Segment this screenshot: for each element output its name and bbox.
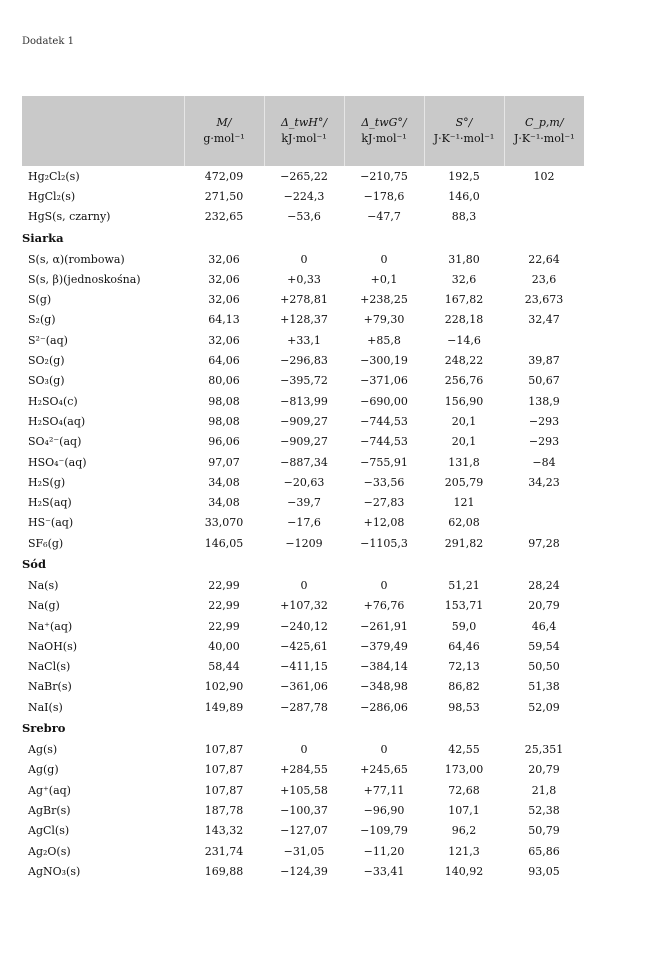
cell-heat-capacity: 25,351 [524, 743, 564, 757]
cell-substance: AgBr(s) [28, 803, 71, 817]
cell-molar-mass: 169,88 [204, 864, 244, 878]
table-row [22, 596, 584, 616]
cell-heat-capacity: 46,4 [531, 619, 557, 633]
cell-molar-mass: 98,08 [208, 414, 240, 428]
cell-substance: Ag(g) [28, 763, 59, 777]
cell-gibbs: 0 [380, 578, 388, 592]
cell-heat-capacity: 50,50 [528, 660, 560, 674]
cell-enthalpy: −265,22 [280, 169, 328, 183]
cell-heat-capacity [504, 513, 584, 533]
cell-substance: S(s, β)(jednoskośna) [28, 272, 141, 286]
cell-gibbs: −371,06 [360, 374, 408, 388]
running-head: Dodatek 1 [22, 36, 74, 47]
cell-entropy: 98,53 [448, 700, 480, 714]
cell-entropy: 146,0 [448, 189, 480, 203]
cell-substance: NaI(s) [28, 700, 63, 714]
cell-heat-capacity: 34,23 [528, 475, 560, 489]
cell-enthalpy: +128,37 [280, 313, 328, 327]
cell-heat-capacity: 21,8 [531, 783, 557, 797]
cell-substance: NaBr(s) [28, 680, 72, 694]
table-row [22, 800, 584, 820]
table-row [22, 739, 584, 759]
cell-molar-mass: 102,90 [204, 680, 244, 694]
cell-substance: S₂(g) [28, 313, 56, 327]
cell-molar-mass: 231,74 [204, 844, 244, 858]
cell-gibbs: +79,30 [363, 313, 405, 327]
cell-gibbs: −286,06 [360, 700, 408, 714]
table-row [22, 616, 584, 636]
cell-molar-mass: 80,06 [208, 374, 240, 388]
cell-heat-capacity: 32,47 [528, 313, 560, 327]
header-substance [22, 96, 184, 166]
cell-enthalpy: −813,99 [280, 394, 328, 408]
cell-molar-mass: 40,00 [208, 639, 240, 653]
cell-gibbs: −744,53 [360, 435, 408, 449]
cell-gibbs: −744,53 [360, 414, 408, 428]
cell-substance: S²⁻(aq) [28, 333, 68, 347]
cell-gibbs: −178,6 [363, 189, 405, 203]
cell-entropy: 32,6 [451, 272, 477, 286]
cell-entropy: 167,82 [444, 293, 484, 307]
cell-molar-mass: 64,06 [208, 354, 240, 368]
cell-entropy: 96,2 [451, 824, 477, 838]
cell-molar-mass: 22,99 [208, 599, 240, 613]
cell-enthalpy: −53,6 [287, 210, 321, 224]
cell-gibbs: −96,90 [363, 803, 405, 817]
cell-enthalpy: 0 [300, 578, 308, 592]
table-body [22, 166, 584, 882]
cell-gibbs: −690,00 [360, 394, 408, 408]
cell-substance: SF₆(g) [28, 536, 64, 550]
cell-heat-capacity: 97,28 [528, 536, 560, 550]
cell-enthalpy: −127,07 [280, 824, 328, 838]
section-heading-row [22, 717, 584, 739]
cell-enthalpy: −240,12 [280, 619, 328, 633]
cell-entropy: 156,90 [444, 394, 484, 408]
cell-substance: H₂S(g) [28, 475, 66, 489]
table-row [22, 207, 584, 227]
cell-substance: NaCl(s) [28, 660, 71, 674]
cell-entropy: 51,21 [448, 578, 480, 592]
cell-molar-mass: 32,06 [208, 252, 240, 266]
cell-enthalpy: −224,3 [283, 189, 325, 203]
cell-substance: Ag⁺(aq) [28, 783, 71, 797]
table-row [22, 513, 584, 533]
cell-entropy: 140,92 [444, 864, 484, 878]
cell-entropy: 31,80 [448, 252, 480, 266]
cell-gibbs: −33,41 [363, 864, 405, 878]
header-entropy: S°/ J·K⁻¹·mol⁻¹ [424, 96, 504, 166]
cell-substance: H₂SO₄(aq) [28, 414, 86, 428]
cell-enthalpy: −361,06 [280, 680, 328, 694]
table-row [22, 452, 584, 472]
cell-molar-mass: 107,87 [204, 763, 244, 777]
cell-heat-capacity: 28,24 [528, 578, 560, 592]
cell-entropy: 131,8 [448, 455, 480, 469]
cell-substance: H₂SO₄(c) [28, 394, 78, 408]
cell-heat-capacity: 39,87 [528, 354, 560, 368]
cell-entropy: 86,82 [448, 680, 480, 694]
cell-molar-mass: 107,87 [204, 743, 244, 757]
cell-gibbs: +238,25 [360, 293, 408, 307]
cell-molar-mass: 58,44 [208, 660, 240, 674]
cell-enthalpy: −411,15 [280, 660, 328, 674]
table-header [22, 96, 584, 166]
cell-entropy: 64,46 [448, 639, 480, 653]
cell-substance: HgS(s, czarny) [28, 210, 111, 224]
cell-entropy: 153,71 [444, 599, 484, 613]
cell-gibbs: −210,75 [360, 169, 408, 183]
cell-molar-mass: 187,78 [204, 803, 244, 817]
cell-enthalpy: −909,27 [280, 435, 328, 449]
cell-molar-mass: 33,070 [204, 516, 244, 530]
cell-heat-capacity: 50,79 [528, 824, 560, 838]
cell-substance: Ag₂O(s) [28, 844, 71, 858]
cell-enthalpy: −909,27 [280, 414, 328, 428]
cell-enthalpy: −39,7 [287, 496, 321, 510]
table-row [22, 472, 584, 492]
cell-gibbs: −300,19 [360, 354, 408, 368]
thermo-table [22, 96, 584, 882]
cell-molar-mass: 64,13 [208, 313, 240, 327]
cell-gibbs: −348,98 [360, 680, 408, 694]
cell-gibbs: −261,91 [360, 619, 408, 633]
cell-substance: H₂S(aq) [28, 496, 72, 510]
cell-molar-mass: 232,65 [204, 210, 244, 224]
table-row [22, 575, 584, 595]
cell-entropy: 42,55 [448, 743, 480, 757]
cell-entropy: 20,1 [451, 414, 477, 428]
cell-substance: Na(g) [28, 599, 60, 613]
cell-heat-capacity: 23,673 [524, 293, 564, 307]
cell-molar-mass: 34,08 [208, 475, 240, 489]
cell-entropy: 72,13 [448, 660, 480, 674]
table-row [22, 636, 584, 656]
cell-heat-capacity: 102 [533, 169, 555, 183]
cell-gibbs: −755,91 [360, 455, 408, 469]
table-row [22, 492, 584, 512]
table-row [22, 330, 584, 350]
cell-gibbs: +85,8 [367, 333, 401, 347]
cell-gibbs: −11,20 [363, 844, 405, 858]
cell-entropy: 173,00 [444, 763, 484, 777]
cell-enthalpy: −395,72 [280, 374, 328, 388]
cell-gibbs: −27,83 [363, 496, 405, 510]
cell-gibbs: −384,14 [360, 660, 408, 674]
cell-gibbs: +0,1 [370, 272, 398, 286]
cell-heat-capacity: −84 [532, 455, 556, 469]
cell-entropy: 248,22 [444, 354, 484, 368]
cell-molar-mass: 149,89 [204, 700, 244, 714]
table-row [22, 166, 584, 186]
section-heading-row [22, 227, 584, 249]
cell-heat-capacity: 20,79 [528, 599, 560, 613]
cell-entropy: 121,3 [448, 844, 480, 858]
cell-molar-mass: 32,06 [208, 293, 240, 307]
cell-heat-capacity: 50,67 [528, 374, 560, 388]
cell-heat-capacity: 20,79 [528, 763, 560, 777]
cell-substance: HgCl₂(s) [28, 189, 76, 203]
cell-entropy: 291,82 [444, 536, 484, 550]
table-row [22, 821, 584, 841]
cell-substance: NaOH(s) [28, 639, 78, 653]
cell-substance: SO₄²⁻(aq) [28, 435, 82, 449]
table-row [22, 861, 584, 881]
cell-enthalpy: −20,63 [283, 475, 325, 489]
cell-enthalpy: 0 [300, 743, 308, 757]
cell-substance: Ag(s) [28, 743, 58, 757]
cell-entropy: 107,1 [448, 803, 480, 817]
table-row [22, 533, 584, 553]
cell-substance: SO₂(g) [28, 354, 65, 368]
cell-enthalpy: −31,05 [283, 844, 325, 858]
cell-enthalpy: −124,39 [280, 864, 328, 878]
cell-enthalpy: −887,34 [280, 455, 328, 469]
cell-substance: SO₃(g) [28, 374, 65, 388]
cell-enthalpy: −287,78 [280, 700, 328, 714]
cell-heat-capacity [504, 492, 584, 512]
cell-entropy: 121 [453, 496, 475, 510]
cell-molar-mass: 97,07 [208, 455, 240, 469]
cell-substance: S(g) [28, 293, 52, 307]
table-row [22, 657, 584, 677]
header-gibbs: Δ_twG°/ kJ·mol⁻¹ [344, 96, 424, 166]
cell-gibbs: −109,79 [360, 824, 408, 838]
cell-entropy: 62,08 [448, 516, 480, 530]
table-row [22, 289, 584, 309]
cell-molar-mass: 107,87 [204, 783, 244, 797]
cell-entropy: 20,1 [451, 435, 477, 449]
cell-gibbs: −1105,3 [360, 536, 408, 550]
table-row [22, 269, 584, 289]
cell-substance: Hg₂Cl₂(s) [28, 169, 80, 183]
table-row [22, 411, 584, 431]
cell-enthalpy: +278,81 [280, 293, 328, 307]
cell-heat-capacity [504, 186, 584, 206]
cell-enthalpy: +33,1 [287, 333, 321, 347]
cell-gibbs: −379,49 [360, 639, 408, 653]
header-heat-capacity: C_p,m/ J·K⁻¹·mol⁻¹ [504, 96, 584, 166]
cell-heat-capacity: 59,54 [528, 639, 560, 653]
cell-gibbs: +77,11 [363, 783, 405, 797]
cell-molar-mass: 22,99 [208, 578, 240, 592]
cell-substance: Na(s) [28, 578, 59, 592]
cell-heat-capacity: 52,38 [528, 803, 560, 817]
cell-entropy: 256,76 [444, 374, 484, 388]
cell-heat-capacity: 138,9 [528, 394, 560, 408]
cell-molar-mass: 32,06 [208, 333, 240, 347]
cell-entropy: 72,68 [448, 783, 480, 797]
cell-heat-capacity: 93,05 [528, 864, 560, 878]
cell-molar-mass: 143,32 [204, 824, 244, 838]
cell-heat-capacity [504, 207, 584, 227]
table-row [22, 350, 584, 370]
cell-substance: S(s, α)(rombowa) [28, 252, 125, 266]
cell-heat-capacity: 23,6 [531, 272, 557, 286]
section-heading: Siarka [22, 230, 64, 245]
cell-enthalpy: −100,37 [280, 803, 328, 817]
cell-substance: HSO₄⁻(aq) [28, 455, 87, 469]
table-row [22, 760, 584, 780]
cell-enthalpy: +284,55 [280, 763, 328, 777]
table-row [22, 677, 584, 697]
cell-heat-capacity: −293 [528, 435, 560, 449]
cell-molar-mass: 32,06 [208, 272, 240, 286]
cell-molar-mass: 472,09 [204, 169, 244, 183]
cell-enthalpy: 0 [300, 252, 308, 266]
table-row [22, 186, 584, 206]
table-row [22, 697, 584, 717]
cell-substance: AgNO₃(s) [28, 864, 81, 878]
cell-enthalpy: −17,6 [287, 516, 321, 530]
cell-gibbs: −33,56 [363, 475, 405, 489]
header-molar-mass: M/ g·mol⁻¹ [184, 96, 264, 166]
cell-gibbs: +245,65 [360, 763, 408, 777]
cell-enthalpy: −296,83 [280, 354, 328, 368]
table-row [22, 391, 584, 411]
cell-entropy: 192,5 [448, 169, 480, 183]
cell-molar-mass: 146,05 [204, 536, 244, 550]
table-row [22, 432, 584, 452]
cell-heat-capacity: −293 [528, 414, 560, 428]
cell-entropy: 88,3 [451, 210, 477, 224]
cell-enthalpy: +0,33 [287, 272, 321, 286]
table-row [22, 371, 584, 391]
cell-molar-mass: 271,50 [204, 189, 244, 203]
cell-molar-mass: 96,06 [208, 435, 240, 449]
cell-heat-capacity: 22,64 [528, 252, 560, 266]
cell-enthalpy: −1209 [285, 536, 323, 550]
cell-entropy: 228,18 [444, 313, 484, 327]
section-heading: Sód [22, 557, 47, 572]
cell-heat-capacity [504, 330, 584, 350]
cell-heat-capacity: 51,38 [528, 680, 560, 694]
cell-gibbs: +12,08 [363, 516, 405, 530]
cell-substance: AgCl(s) [28, 824, 70, 838]
cell-molar-mass: 98,08 [208, 394, 240, 408]
table-row [22, 310, 584, 330]
table-row [22, 841, 584, 861]
cell-enthalpy: +105,58 [280, 783, 328, 797]
table-row [22, 249, 584, 269]
cell-gibbs: −47,7 [367, 210, 401, 224]
section-heading-row [22, 553, 584, 575]
cell-heat-capacity: 52,09 [528, 700, 560, 714]
cell-gibbs: 0 [380, 252, 388, 266]
cell-heat-capacity: 65,86 [528, 844, 560, 858]
cell-substance: HS⁻(aq) [28, 516, 74, 530]
cell-entropy: 59,0 [451, 619, 477, 633]
cell-entropy: 205,79 [444, 475, 484, 489]
cell-substance: Na⁺(aq) [28, 619, 73, 633]
section-heading: Srebro [22, 721, 66, 736]
table-row [22, 780, 584, 800]
cell-enthalpy: +107,32 [280, 599, 328, 613]
cell-molar-mass: 34,08 [208, 496, 240, 510]
header-enthalpy: Δ_twH°/ kJ·mol⁻¹ [264, 96, 344, 166]
cell-gibbs: +76,76 [363, 599, 405, 613]
cell-molar-mass: 22,99 [208, 619, 240, 633]
cell-enthalpy: −425,61 [280, 639, 328, 653]
cell-gibbs: 0 [380, 743, 388, 757]
cell-entropy: −14,6 [447, 333, 481, 347]
